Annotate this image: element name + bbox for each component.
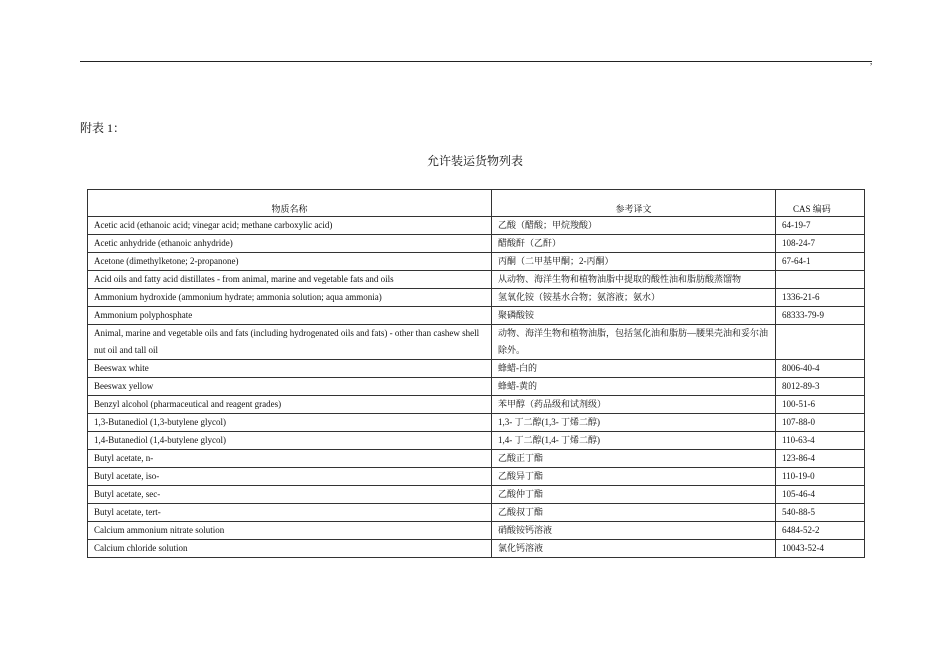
table-row bbox=[88, 432, 865, 450]
table-body bbox=[88, 217, 865, 558]
table-row bbox=[88, 378, 865, 396]
substance-name-cell: Calcium chloride solution bbox=[88, 540, 492, 558]
cas-number-cell: 8012-89-3 bbox=[776, 378, 865, 396]
table-row bbox=[88, 307, 865, 325]
substance-name-cell: Butyl acetate, n- bbox=[88, 450, 492, 468]
table-row bbox=[88, 289, 865, 307]
table-row bbox=[88, 235, 865, 253]
column-header-substance-name: 物质名称 bbox=[88, 190, 492, 217]
substance-name-cell: 1,4-Butanediol (1,4-butylene glycol) bbox=[88, 432, 492, 450]
substance-name-cell: Calcium ammonium nitrate solution bbox=[88, 522, 492, 540]
table-row bbox=[88, 540, 865, 558]
table-row bbox=[88, 504, 865, 522]
cas-number-cell: 8006-40-4 bbox=[776, 360, 865, 378]
translation-cell: 乙酸叔丁酯 bbox=[492, 504, 776, 522]
cas-number-cell bbox=[776, 325, 865, 360]
table-row bbox=[88, 522, 865, 540]
substance-name-cell: Ammonium polyphosphate bbox=[88, 307, 492, 325]
header-rule bbox=[80, 61, 872, 62]
translation-cell: 硝酸铵钙溶液 bbox=[492, 522, 776, 540]
translation-cell: 氢氧化铵（铵基水合物；氨溶液；氨水） bbox=[492, 289, 776, 307]
translation-cell: 1,3- 丁二醇(1,3- 丁烯二醇) bbox=[492, 414, 776, 432]
table-row bbox=[88, 360, 865, 378]
table-row bbox=[88, 253, 865, 271]
table-row bbox=[88, 450, 865, 468]
substance-name-cell: Butyl acetate, iso- bbox=[88, 468, 492, 486]
translation-cell: 乙酸异丁酯 bbox=[492, 468, 776, 486]
cas-number-cell: 110-63-4 bbox=[776, 432, 865, 450]
substance-name-cell: Acetone (dimethylketone; 2-propanone) bbox=[88, 253, 492, 271]
translation-cell: 丙酮（二甲基甲酮；2-丙酮） bbox=[492, 253, 776, 271]
cas-number-cell: 64-19-7 bbox=[776, 217, 865, 235]
translation-cell: 醋酸酐（乙酐） bbox=[492, 235, 776, 253]
substance-name-cell: Beeswax yellow bbox=[88, 378, 492, 396]
cas-number-cell: 107-88-0 bbox=[776, 414, 865, 432]
cas-number-cell: 100-51-6 bbox=[776, 396, 865, 414]
cas-number-cell: 123-86-4 bbox=[776, 450, 865, 468]
cas-number-cell: 1336-21-6 bbox=[776, 289, 865, 307]
substance-name-cell: Benzyl alcohol (pharmaceutical and reagent grades) bbox=[88, 396, 492, 414]
substance-name-cell: 1,3-Butanediol (1,3-butylene glycol) bbox=[88, 414, 492, 432]
table-row bbox=[88, 468, 865, 486]
table-row bbox=[88, 414, 865, 432]
translation-cell: 从动物、海洋生物和植物油脂中提取的酸性油和脂肪酸蒸馏物 bbox=[492, 271, 776, 289]
cas-number-cell bbox=[776, 271, 865, 289]
table-row bbox=[88, 486, 865, 504]
table-header-row bbox=[88, 190, 865, 217]
substance-name-cell: Acid oils and fatty acid distillates - from animal, marine and vegetable fats and oils bbox=[88, 271, 492, 289]
substance-name-cell: Ammonium hydroxide (ammonium hydrate; ammonia solution; aqua ammonia) bbox=[88, 289, 492, 307]
translation-cell: 蜂蜡-白的 bbox=[492, 360, 776, 378]
table-row bbox=[88, 217, 865, 235]
substance-name-cell: Butyl acetate, sec- bbox=[88, 486, 492, 504]
translation-cell: 乙酸（醋酸；甲烷羧酸） bbox=[492, 217, 776, 235]
substance-name-cell: Acetic acid (ethanoic acid; vinegar acid; methane carboxylic acid) bbox=[88, 217, 492, 235]
substance-name-cell: Beeswax white bbox=[88, 360, 492, 378]
translation-cell: 蜂蜡-黄的 bbox=[492, 378, 776, 396]
table-row bbox=[88, 271, 865, 289]
table-row bbox=[88, 396, 865, 414]
header-mark: , bbox=[870, 56, 873, 66]
cas-number-cell: 67-64-1 bbox=[776, 253, 865, 271]
substance-name-cell: Butyl acetate, tert- bbox=[88, 504, 492, 522]
table-row bbox=[88, 325, 865, 360]
column-header-translation: 参考译文 bbox=[492, 190, 776, 217]
cas-number-cell: 6484-52-2 bbox=[776, 522, 865, 540]
permitted-cargo-table bbox=[87, 189, 865, 558]
translation-cell: 1,4- 丁二醇(1,4- 丁烯二醇) bbox=[492, 432, 776, 450]
table-title: 允许装运货物列表 bbox=[426, 154, 523, 168]
cas-number-cell: 105-46-4 bbox=[776, 486, 865, 504]
substance-name-cell: Acetic anhydride (ethanoic anhydride) bbox=[88, 235, 492, 253]
translation-cell: 聚磷酸铵 bbox=[492, 307, 776, 325]
cas-number-cell: 68333-79-9 bbox=[776, 307, 865, 325]
appendix-label: 附表 1： bbox=[80, 121, 126, 135]
column-header-cas-number: CAS 编码 bbox=[776, 190, 865, 217]
cas-number-cell: 108-24-7 bbox=[776, 235, 865, 253]
translation-cell: 乙酸仲丁酯 bbox=[492, 486, 776, 504]
translation-cell: 动物、海洋生物和植物油脂，包括氢化油和脂肪—腰果壳油和妥尔油除外。 bbox=[492, 325, 776, 360]
translation-cell: 苯甲醇（药品级和试剂级） bbox=[492, 396, 776, 414]
translation-cell: 乙酸正丁酯 bbox=[492, 450, 776, 468]
translation-cell: 氯化钙溶液 bbox=[492, 540, 776, 558]
substance-name-cell: Animal, marine and vegetable oils and fats (including hydrogenated oils and fats) - other than cashew shell nut oil and tall oil bbox=[88, 325, 492, 360]
cas-number-cell: 10043-52-4 bbox=[776, 540, 865, 558]
cas-number-cell: 110-19-0 bbox=[776, 468, 865, 486]
cas-number-cell: 540-88-5 bbox=[776, 504, 865, 522]
